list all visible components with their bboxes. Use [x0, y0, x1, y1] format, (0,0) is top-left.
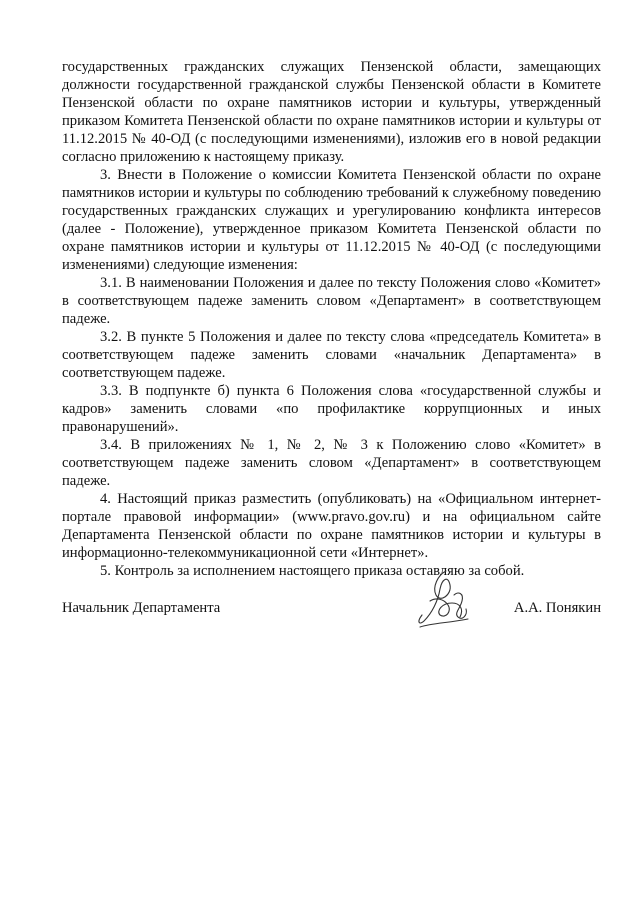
- paragraph-item-3-1: 3.1. В наименовании Положения и далее по тексту Положения слово «Комитет» в соответствующем падеже заменить словом «Департамент» в соответствующем падеже.: [62, 275, 601, 327]
- signatory-position: Начальник Департамента: [62, 600, 221, 616]
- signatory-name: А.А. Понякин: [513, 600, 601, 616]
- document-body: [62, 58, 601, 580]
- handwritten-signature-icon: [402, 565, 482, 633]
- paragraph-item-3-3: 3.3. В подпункте б) пункта 6 Положения слова «государственной службы и кадров» заменить словами «по профилактике коррупционных и иных правонарушений».: [62, 383, 601, 435]
- paragraph-item-3-4: 3.4. В приложениях № 1, № 2, № 3 к Положению слово «Комитет» в соответствующем падеже заменить словом «Департамент» в соответствующем падеже.: [62, 437, 601, 489]
- paragraph-continuation: государственных гражданских служащих Пензенской области, замещающих должности государственной гражданской службы Пензенской области в Комитете Пензенской области по охране памятников истории и культуры, утвержденный приказом Комитета Пензенской области по охране памятников истории и культуры от 11.12.2015 № 40-ОД (с последующими изменениями), изложив его в новой редакции согласно приложению к настоящему приказу.: [62, 59, 601, 165]
- paragraph-item-3: 3. Внести в Положение о комиссии Комитета Пензенской области по охране памятников истории и культуры по соблюдению требований к служебному поведению государственных гражданских служащих и урегулированию конфликта интересов (далее - Положение), утвержденное приказом Комитета Пензенской области по охране памятников истории и культуры от 11.12.2015 № 40-ОД (с последующими изменениями) следующие изменения:: [62, 167, 601, 273]
- paragraph-item-3-2: 3.2. В пункте 5 Положения и далее по тексту слова «председатель Комитета» в соответствующем падеже заменить словами «начальник Департамента» в соответствующем падеже.: [62, 329, 601, 381]
- paragraph-item-5: 5. Контроль за исполнением настоящего приказа оставляю за собой.: [100, 563, 525, 579]
- signature-block: [62, 565, 601, 635]
- paragraph-item-4: 4. Настоящий приказ разместить (опубликовать) на «Официальном интернет-портале правовой информации» (www.pravo.gov.ru) и на официальном сайте Департамента Пензенской области по охране памятников истории и культуры в информационно-телекоммуникационной сети «Интернет».: [62, 491, 601, 561]
